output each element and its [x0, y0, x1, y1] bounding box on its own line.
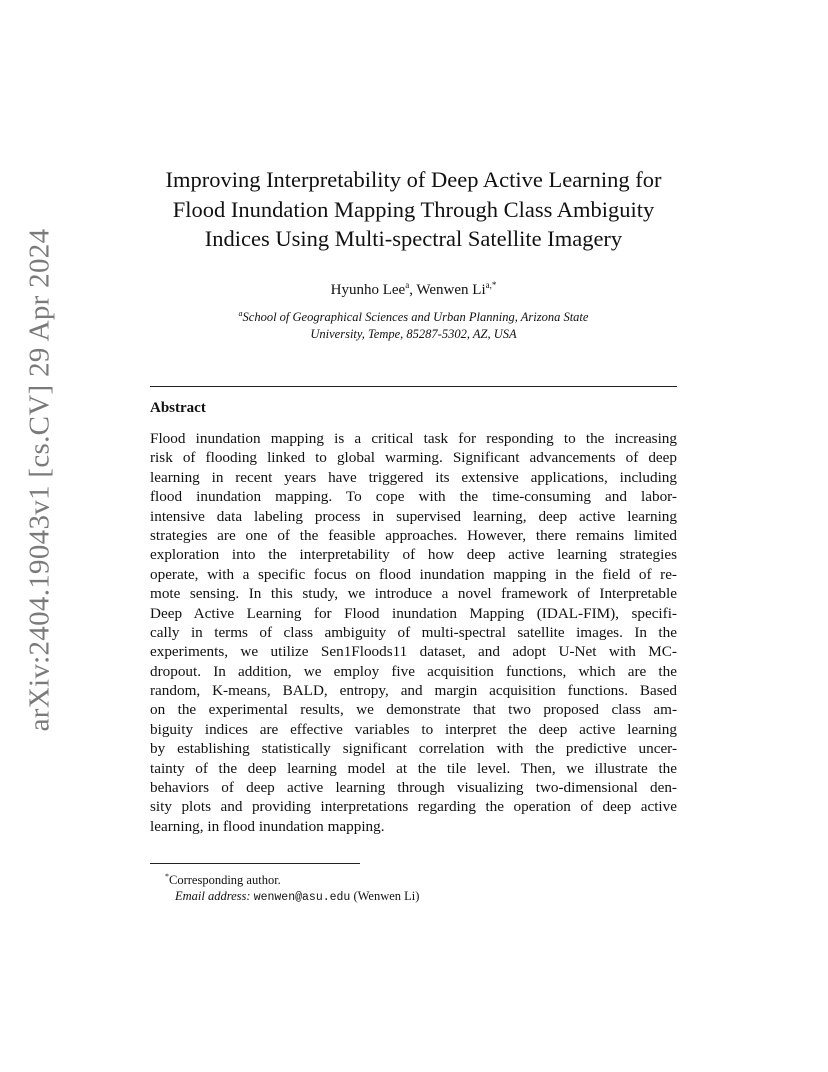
header-rule	[150, 386, 677, 387]
abstract-line: intensive data labeling process in supervised learning, deep active learning	[150, 507, 677, 525]
abstract-heading: Abstract	[150, 400, 206, 416]
affiliation-mark: a	[238, 309, 243, 318]
footnote-email-line	[165, 888, 419, 906]
affiliation-mark: a,*	[485, 280, 497, 290]
abstract-line: risk of flooding linked to global warming. Significant advancements of deep	[150, 449, 677, 467]
affiliation-line: University, Tempe, 85287-5302, AZ, USA	[310, 326, 517, 341]
email-address[interactable]: wenwen@asu.edu	[253, 891, 351, 904]
abstract-line: Deep Active Learning for Flood inundation Mapping (IDAL-FIM), specifi-	[150, 604, 677, 622]
email-owner: (Wenwen Li)	[353, 889, 420, 903]
footnote-rule	[150, 863, 360, 864]
author-name: Hyunho Lee	[330, 282, 406, 298]
abstract-line: random, K-means, BALD, entropy, and margin acquisition functions. Based	[150, 682, 677, 700]
abstract-line: strategies are one of the feasible approaches. However, there remains limited	[150, 526, 677, 544]
abstract-line: cally in terms of class ambiguity of multi-spectral satellite images. In the	[150, 623, 677, 641]
abstract-line: tainty of the deep learning model at the tile level. Then, we illustrate the	[150, 759, 677, 777]
affiliation-line: $^a$School of Geographical Sciences and Urban Planning, Arizona State	[238, 309, 589, 324]
author-separator: ,	[409, 282, 417, 298]
abstract-line: on the experimental results, we demonstrate that two proposed class am-	[150, 701, 677, 719]
footnote-corresponding: *Corresponding author.	[165, 872, 281, 887]
abstract-line: biguity indices are effective variables to interpret the deep active learning	[150, 720, 677, 738]
abstract-line: exploration into the interpretability of how deep active learning strategies	[150, 546, 677, 564]
abstract-line: flood inundation mapping. To cope with the time-consuming and labor-	[150, 488, 677, 506]
paper-title	[150, 165, 677, 254]
author-name: Wenwen Li	[416, 282, 486, 298]
affiliation	[150, 306, 677, 342]
abstract-line: Flood inundation mapping is a critical task for responding to the increasing	[150, 430, 677, 447]
footnote-mark: *	[165, 872, 169, 881]
abstract-line: dropout. In addition, we employ five acquisition functions, which are the	[150, 662, 677, 680]
abstract-line: operate, with a specific focus on flood inundation mapping in the field of re-	[150, 565, 677, 583]
title-line: Improving Interpretability of Deep Active Learning for	[165, 167, 662, 192]
footnote	[165, 869, 419, 906]
abstract-line: mote sensing. In this study, we introduce a novel framework of Interpretable	[150, 585, 677, 603]
abstract-line: by establishing statistically significant correlation with the predictive uncer-	[150, 740, 677, 758]
author-list	[150, 276, 677, 299]
abstract-line: learning in recent years have triggered its extensive applications, including	[150, 468, 677, 486]
abstract-line: behaviors of deep active learning through visualizing two-dimensional den-	[150, 779, 677, 797]
abstract-line: sity plots and providing interpretations regarding the operation of deep active	[150, 798, 677, 816]
abstract-body	[150, 429, 677, 836]
title-line: Flood Inundation Mapping Through Class Ambiguity	[172, 196, 655, 222]
abstract-line: learning, in flood inundation mapping.	[150, 817, 385, 835]
arxiv-stamp: arXiv:2404.19043v1 [cs.CV] 29 Apr 2024	[23, 228, 56, 732]
affiliation-mark: a	[405, 280, 410, 290]
abstract-line: experiments, we utilize Sen1Floods11 dataset, and adopt U-Net with MC-	[150, 643, 677, 661]
title-line: Indices Using Multi-spectral Satellite Imagery	[204, 226, 623, 251]
email-label: Email address:	[175, 889, 251, 903]
